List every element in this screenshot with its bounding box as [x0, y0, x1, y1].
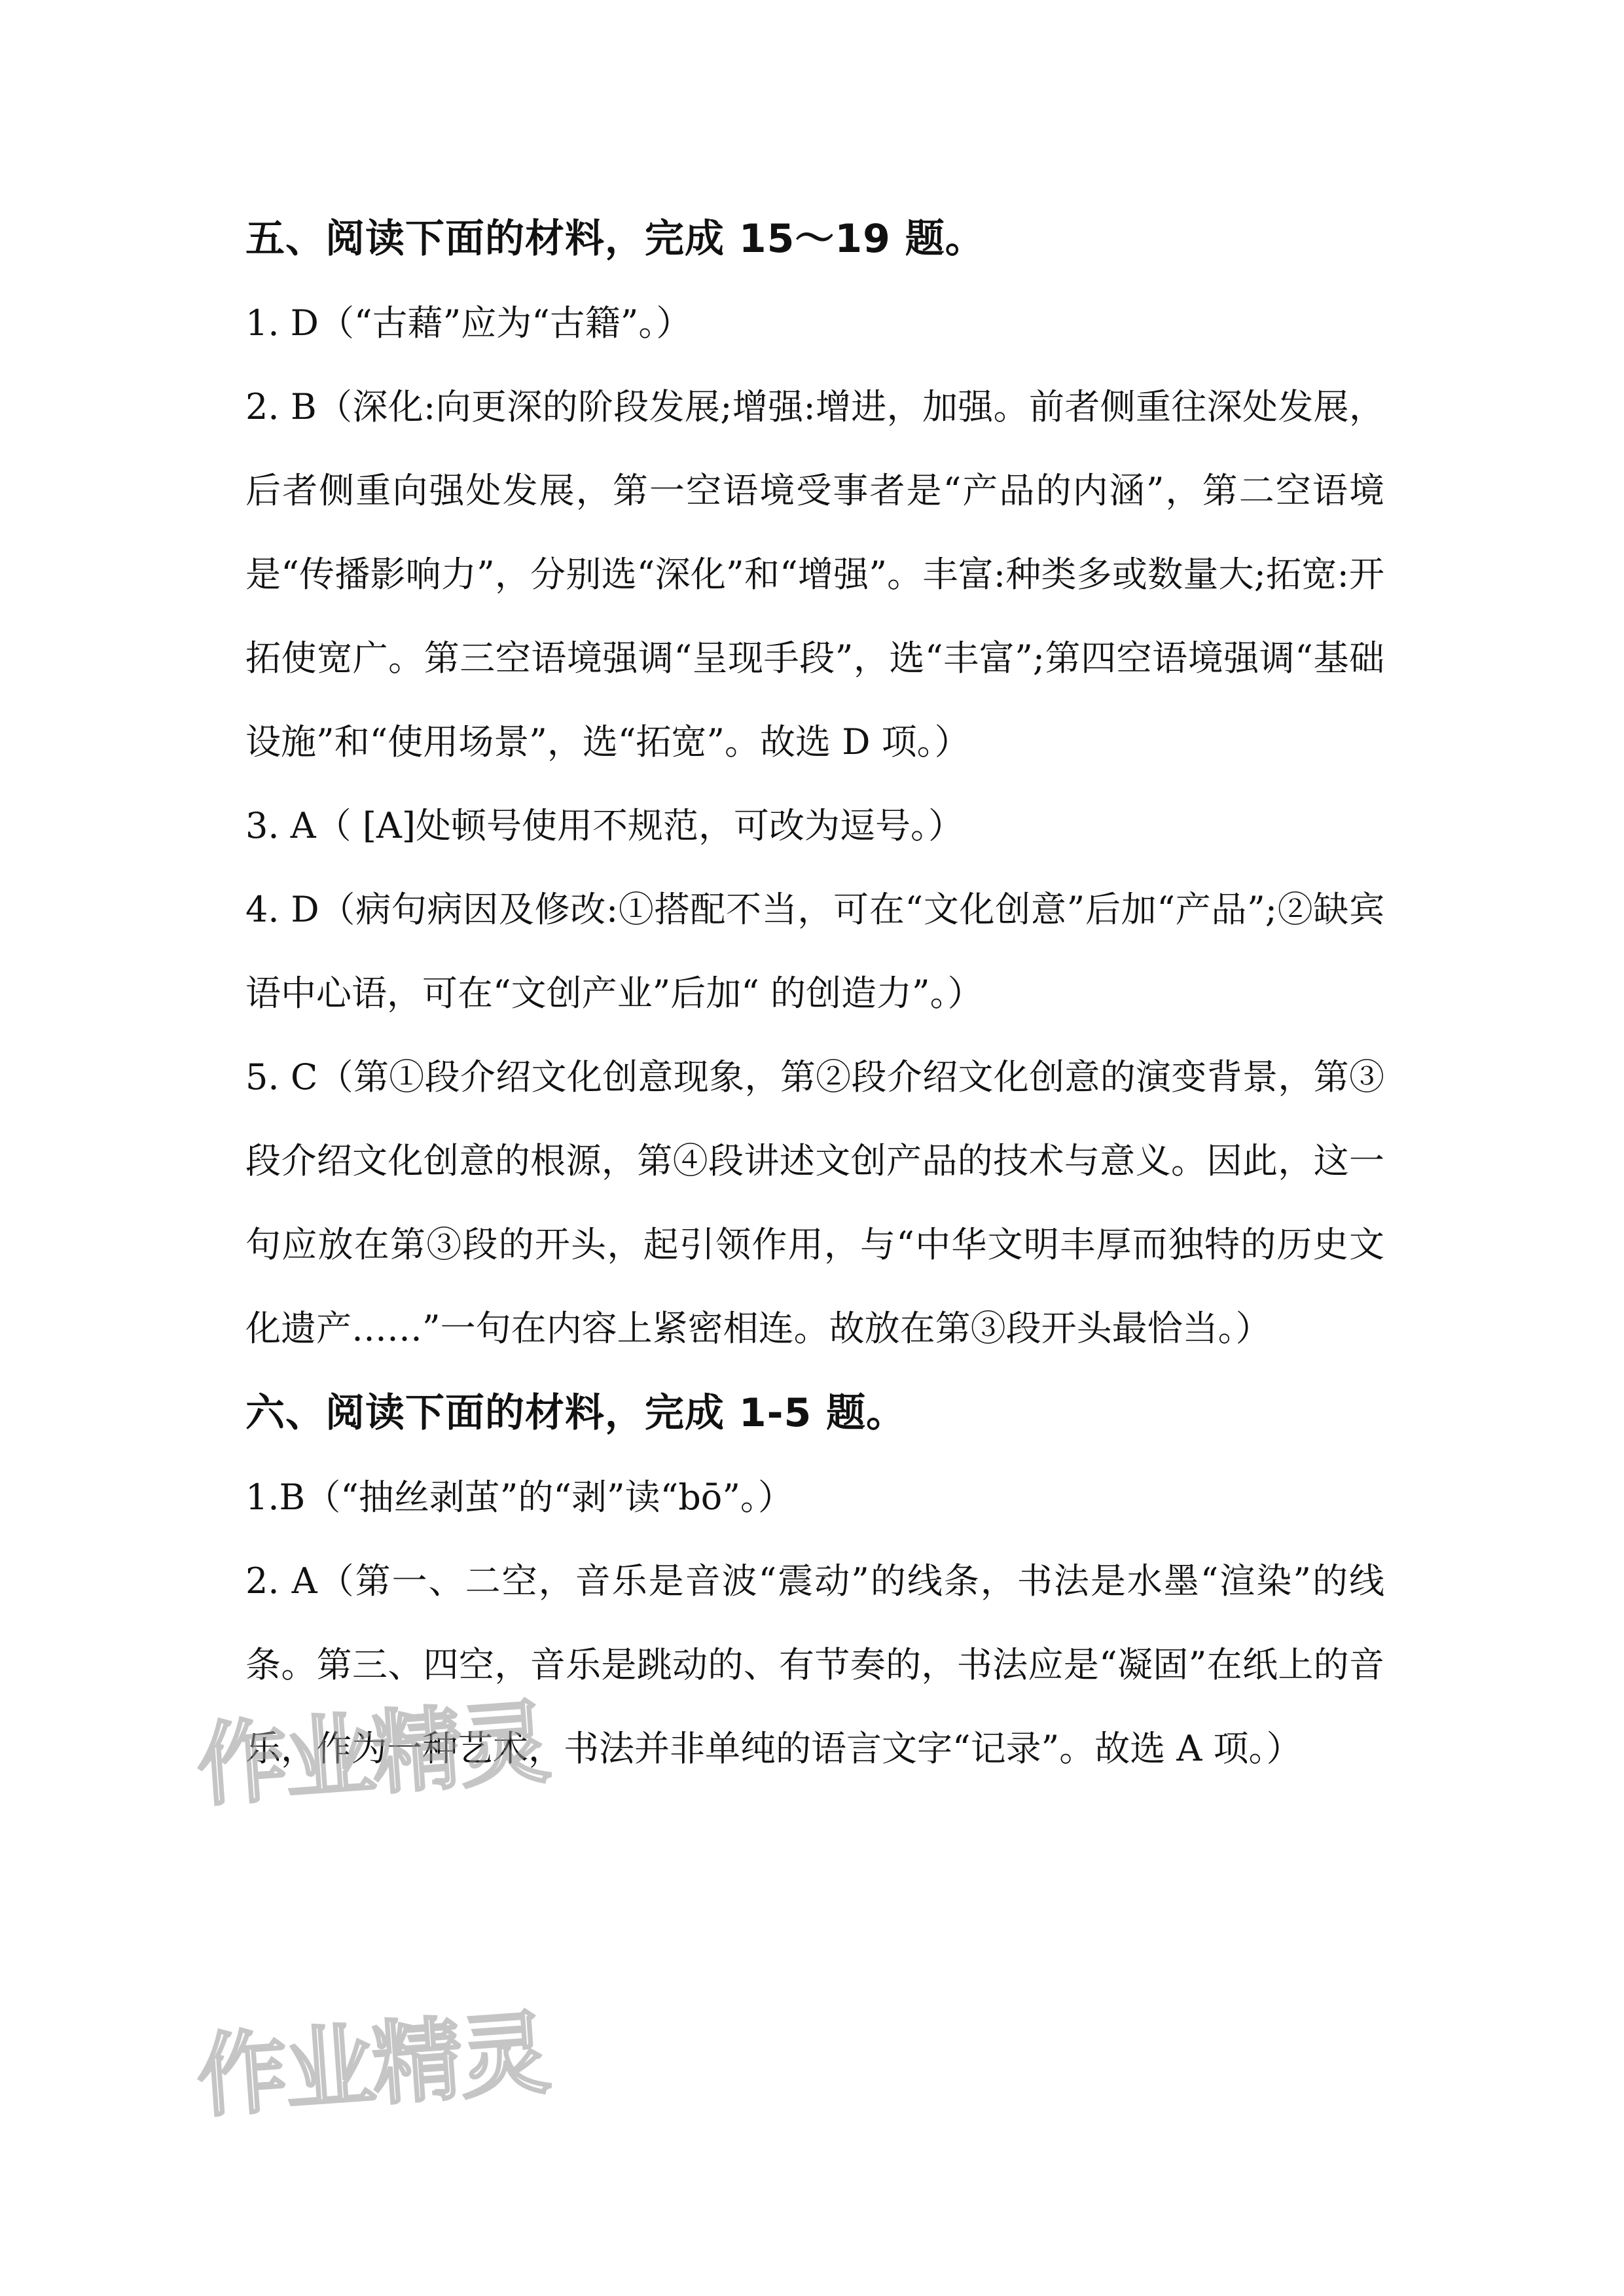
section5-answer-2: 2. B（深化:向更深的阶段发展;增强:增进，加强。前者侧重往深处发展，后者侧重向强处发展，第一空语境受事者是“产品的内涵”，第二空语境是“传播影响力”，分别选“深化”和“增强”。丰富:种类多或数量大;拓宽:开拓使宽广。第三空语境强调“呈现手段”，选“丰富”;第四空语境强调“基础设施”和“使用场景”，选“拓宽”。故选 D 项。） [245, 386, 1384, 762]
section6-heading: 六、阅读下面的材料，完成 1-5 题。 [245, 1390, 907, 1436]
section5-answer-4: 4. D（病句病因及修改:①搭配不当，可在“文化创意”后加“产品”;②缺宾语中心语，可在“文创产业”后加“ 的创造力”。） [245, 889, 1384, 1014]
section5-heading: 五、阅读下面的材料，完成 15～19 题。 [245, 216, 985, 262]
section5-answer-3: 3. A（ [A]处顿号使用不规范，可改为逗号。） [245, 805, 964, 846]
watermark-logo: 作业精灵 [193, 2000, 551, 2130]
watermark-logo: 作业精灵 [193, 1689, 551, 1820]
section6-answer-1: 1.B（“抽丝剥茧”的“剥”读“bō”。） [245, 1477, 793, 1518]
section6-answer-2: 2. A（第一、二空，音乐是音波“震动”的线条，书法是水墨“渲染”的线条。第三、四空，音乐是跳动的、有节奏的，书法应是“凝固”在纸上的音乐，作为一种艺术，书法并非单纯的语言文字“记录”。故选 A 项。） [245, 1560, 1384, 1769]
section5-answer-1: 1. D（“古藉”应为“古籍”。） [245, 302, 692, 344]
answer-page [245, 196, 1384, 1791]
section5-answer-5: 5. C（第①段介绍文化创意现象，第②段介绍文化创意的演变背景，第③段介绍文化创意的根源，第④段讲述文创产品的技术与意义。因此，这一句应放在第③段的开头，起引领作用，与“中华文明丰厚而独特的历史文化遗产……”一句在内容上紧密相连。故放在第③段开头最恰当。） [245, 1056, 1384, 1349]
